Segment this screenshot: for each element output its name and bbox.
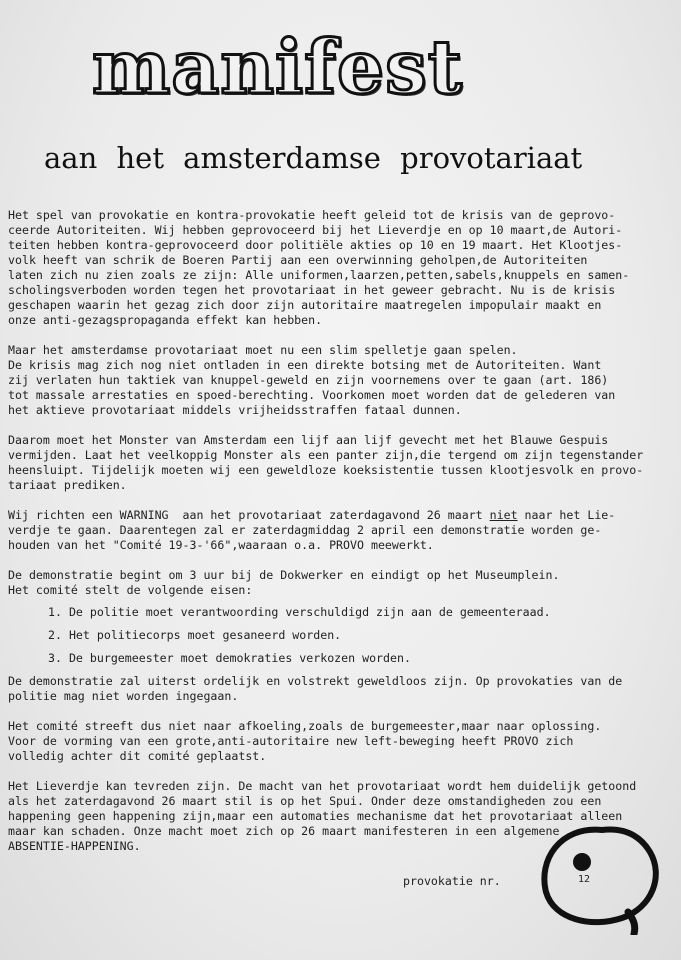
text-line: ceerde Autoriteiten. Wij hebben geprovoceerd bij het Lieverdje en op 10 maart,de Autori-: [8, 223, 623, 237]
text-line: onze anti-gezagspropaganda effekt kan hebben.: [8, 313, 323, 327]
text-line: verdje te gaan. Daarentegen zal er zaterdagmiddag 2 april een demonstratie worden ge-: [8, 523, 602, 537]
issue-number: 12: [578, 874, 591, 885]
underlined-niet: niet: [489, 508, 518, 522]
text-line: Voor de vorming van een grote,anti-autoritaire new left-beweging heeft PROVO zich: [8, 734, 574, 748]
text-line: als het zaterdagavond 26 maart stil is op het Spui. Onder deze omstandigheden zou een: [8, 794, 602, 808]
text-line: De krisis mag zich nog niet ontladen in een direkte botsing met de Autoriteiten. Want: [8, 358, 602, 372]
text-line: De demonstratie zal uiterst ordelijk en volstrekt geweldloos zijn. Op provokaties van de: [8, 674, 623, 688]
text-line: laten zich nu zien zoals ze zijn: Alle uniformen,laarzen,petten,sabels,knuppels en samen-: [8, 268, 630, 282]
text-line: scholingsverboden worden tegen het provotariaat in het geweer gebracht. Nu is de krisis: [8, 283, 616, 297]
text-line: heensluipt. Tijdelijk moeten wij een geweldloze koeksistentie tussen klootjesvolk en provo-: [8, 463, 644, 477]
text-line: volk heeft van schrik de Boeren Partij aan een overwinning geholpen,de Autoriteiten: [8, 253, 588, 267]
demands-list: [8, 605, 674, 666]
provokatie-label: provokatie nr.: [403, 874, 501, 888]
text-line: Het comité streeft dus niet naar afkoeling,zoals de burgemeester,maar naar oplossing.: [8, 719, 602, 733]
text-line: vermijden. Laat het veelkoppig Monster als een panter zijn,die tergend om zijn tegenstander: [8, 448, 644, 462]
text-line: [8, 508, 674, 523]
paragraph-committee: [8, 719, 674, 764]
paragraph-demonstration: [8, 568, 674, 666]
text-line: De demonstratie begint om 3 uur bij de Dokwerker en eindigt op het Museumplein.: [8, 568, 560, 582]
text-line: houden van het "Comité 19-3-'66",waaraan o.a. PROVO meewerkt.: [8, 538, 434, 552]
text-line: maar kan schaden. Onze macht moet zich op 26 maart manifesteren in een algemene: [8, 824, 560, 838]
warning-text-b: naar het Lie-: [517, 508, 616, 522]
text-line: Het Lieverdje kan tevreden zijn. De macht van het provotariaat wordt hem duidelijk getoond: [8, 779, 637, 793]
text-line: ABSENTIE-HAPPENING.: [8, 839, 141, 853]
text-line: teiten hebben kontra-geprovoceerd door politiële akties op 10 en 19 maart. Het Klootjes-: [8, 238, 623, 252]
text-line: Maar het amsterdamse provotariaat moet nu een slim spelletje gaan spelen.: [8, 343, 518, 357]
text-line: geschapen waarin het gezag zich door zijn autoritaire maatregelen impopulair maakt en: [8, 298, 602, 312]
text-line: Het comité stelt de volgende eisen:: [8, 583, 253, 597]
text-line: Daarom moet het Monster van Amsterdam een lijf aan lijf gevecht met het Blauwe Gespuis: [8, 433, 609, 447]
text-line: tariaat prediken.: [8, 478, 127, 492]
warning-text-a: Wij richten een WARNING aan het provotariaat zaterdagavond 26 maart: [8, 508, 490, 522]
manifesto-body: [8, 208, 674, 854]
text-line: volledig achter dit comité geplaatst.: [8, 749, 267, 763]
paragraph-crisis: [8, 208, 674, 328]
text-line: het aktieve provotariaat middels vrijheidsstraffen fataal dunnen.: [8, 403, 462, 417]
text-line: tot massale arrestaties en spoed-berechting. Voorkomen moet worden dat de gelederen van: [8, 388, 616, 402]
paragraph-warning: [8, 508, 674, 553]
text-line: Het spel van provokatie en kontra-provokatie heeft geleid tot de krisis van de geprovo-: [8, 208, 616, 222]
paragraph-nonviolence: [8, 674, 674, 704]
paragraph-monster: [8, 433, 674, 493]
paragraph-strategy: [8, 343, 674, 418]
provo-apple-logo-icon: [530, 820, 670, 935]
list-item: 2. Het politiecorps moet gesaneerd worden.: [48, 628, 342, 642]
text-line: politie mag niet worden ingegaan.: [8, 689, 239, 703]
list-item: 3. De burgemeester moet demokraties verkozen worden.: [48, 651, 411, 665]
list-item: 1. De politie moet verantwoording verschuldigd zijn aan de gemeenteraad.: [48, 605, 551, 619]
text-line: zij verlaten hun taktiek van knuppel-geweld en zijn voornemens over te gaan (art. 186): [8, 373, 609, 387]
manifest-title: manifest: [92, 25, 463, 111]
text-line: happening geen happening zijn,maar een automaties mechanisme dat het provotariaat alleen: [8, 809, 623, 823]
manifest-subtitle: aan het amsterdamse provotariaat: [44, 141, 583, 175]
